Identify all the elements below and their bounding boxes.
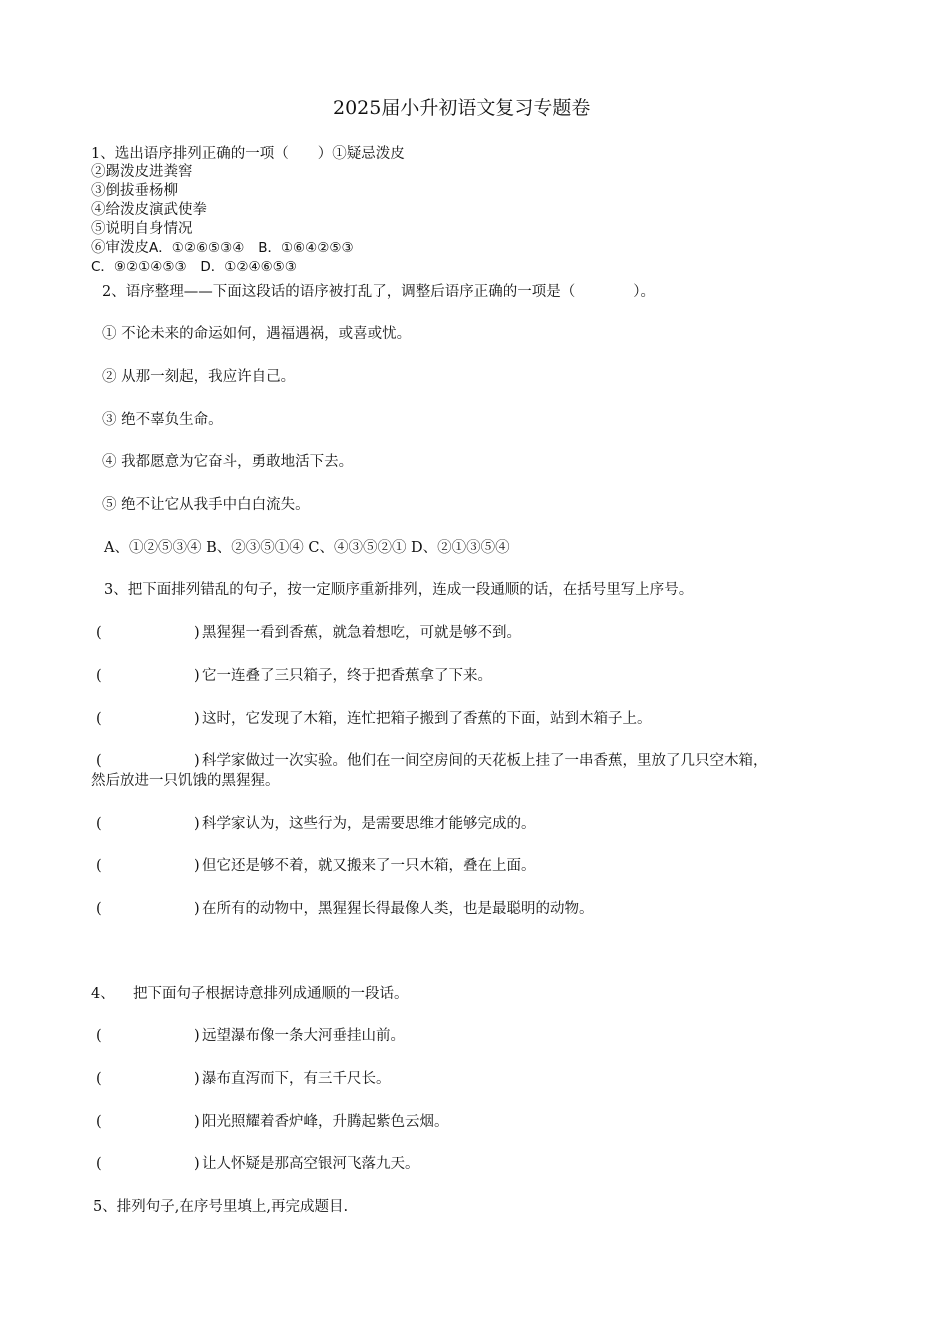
q4-row-3-rparen: ) [194,1114,200,1130]
q3-row-3-rparen: ) [194,711,200,727]
q4-row-4-text: 让人怀疑是那高空银河飞落九天。 [202,1156,420,1172]
q3-stem: 3、把下面排列错乱的句子，按一定顺序重新排列，连成一段通顺的话，在括号里写上序号。 [104,582,694,598]
q3-row-3-text: 这时，它发现了木箱，连忙把箱子搬到了香蕉的下面，站到木箱子上。 [202,711,652,727]
q1-item-2: ②踢泼皮进粪窖 [91,164,193,180]
q1-option-b: B．①⑥④②⑤③ [258,240,354,256]
q4-row-4-lparen: ( [96,1156,102,1172]
q3-row-2-rparen: ) [194,668,200,684]
q1-stem: 1、选出语序排列正确的一项（ ）①疑忌泼皮 [91,146,405,162]
q3-row-6-rparen: ) [194,858,200,874]
q3-row-7-text: 在所有的动物中，黑猩猩长得最像人类，也是最聪明的动物。 [202,901,594,917]
q2-sentence-3: ③ 绝不辜负生命。 [102,412,223,428]
q1-item-6 [91,239,354,257]
q2-stem: 2、语序整理——下面这段话的语序被打乱了，调整后语序正确的一项是（ ）。 [102,284,655,300]
q1-options-cd [91,258,297,276]
page-title: 2025届小升初语文复习专题卷 [333,97,591,119]
q3-row-4-continuation: 然后放进一只饥饿的黑猩猩。 [91,773,280,789]
q4-row-2-rparen: ) [194,1071,200,1087]
q3-row-4-rparen: ) [194,753,200,769]
q3-row-7-rparen: ) [194,901,200,917]
q1-option-a: A．①②⑥⑤③④ [149,240,245,256]
q4-row-1-rparen: ) [194,1028,200,1044]
q3-row-2-text: 它一连叠了三只箱子，终于把香蕉拿了下来。 [202,668,492,684]
q1-item-5: ⑤说明自身情况 [91,221,193,237]
q4-row-1-text: 远望瀑布像一条大河垂挂山前。 [202,1028,405,1044]
q4-stem: 把下面句子根据诗意排列成通顺的一段话。 [133,986,409,1002]
q3-row-2-lparen: ( [96,668,102,684]
q3-row-3-lparen: ( [96,711,102,727]
q1-option-c: C．⑨②①④⑤③ [91,259,187,275]
q1-item-4: ④给泼皮演武使拳 [91,202,207,218]
q3-row-1-rparen: ) [194,625,200,641]
q2-sentence-5: ⑤ 绝不让它从我手中白白流失。 [102,497,310,513]
q4-row-2-lparen: ( [96,1071,102,1087]
q3-row-4-text: 科学家做过一次实验。他们在一间空房间的天花板上挂了一串香蕉，里放了几只空木箱， [202,753,768,769]
q3-row-4-lparen: ( [96,753,102,769]
q3-row-5-lparen: ( [96,816,102,832]
q1-option-d: D．①②④⑥⑤③ [200,259,297,275]
q3-row-5-rparen: ) [194,816,200,832]
q3-row-1-lparen: ( [96,625,102,641]
q5-stem: 5、排列句子,在序号里填上,再完成题目. [93,1199,349,1215]
q2-sentence-1: ① 不论未来的命运如何，遇福遇祸，或喜或忧。 [102,326,412,342]
q3-row-7-lparen: ( [96,901,102,917]
q4-row-1-lparen: ( [96,1028,102,1044]
q4-row-3-lparen: ( [96,1114,102,1130]
q3-row-1-text: 黑猩猩一看到香蕉，就急着想吃，可就是够不到。 [202,625,521,641]
q2-options: A、①②⑤③④ B、②③⑤①④ C、④③⑤②① D、②①③⑤④ [104,540,510,556]
q3-row-6-text: 但它还是够不着，就又搬来了一只木箱，叠在上面。 [202,858,536,874]
q2-sentence-2: ② 从那一刻起，我应许自己。 [102,369,296,385]
q2-sentence-4: ④ 我都愿意为它奋斗，勇敢地活下去。 [102,454,354,470]
q4-row-3-text: 阳光照耀着香炉峰，升腾起紫色云烟。 [202,1114,449,1130]
q4-stem-number: 4、 [91,986,115,1002]
q3-row-5-text: 科学家认为，这些行为，是需要思维才能够完成的。 [202,816,536,832]
q4-row-2-text: 瀑布直泻而下，有三千尺长。 [202,1071,391,1087]
q3-row-6-lparen: ( [96,858,102,874]
q4-row-4-rparen: ) [194,1156,200,1172]
q1-item-6-text: ⑥审泼皮 [91,240,149,256]
q1-item-3: ③倒拔垂杨柳 [91,183,178,199]
